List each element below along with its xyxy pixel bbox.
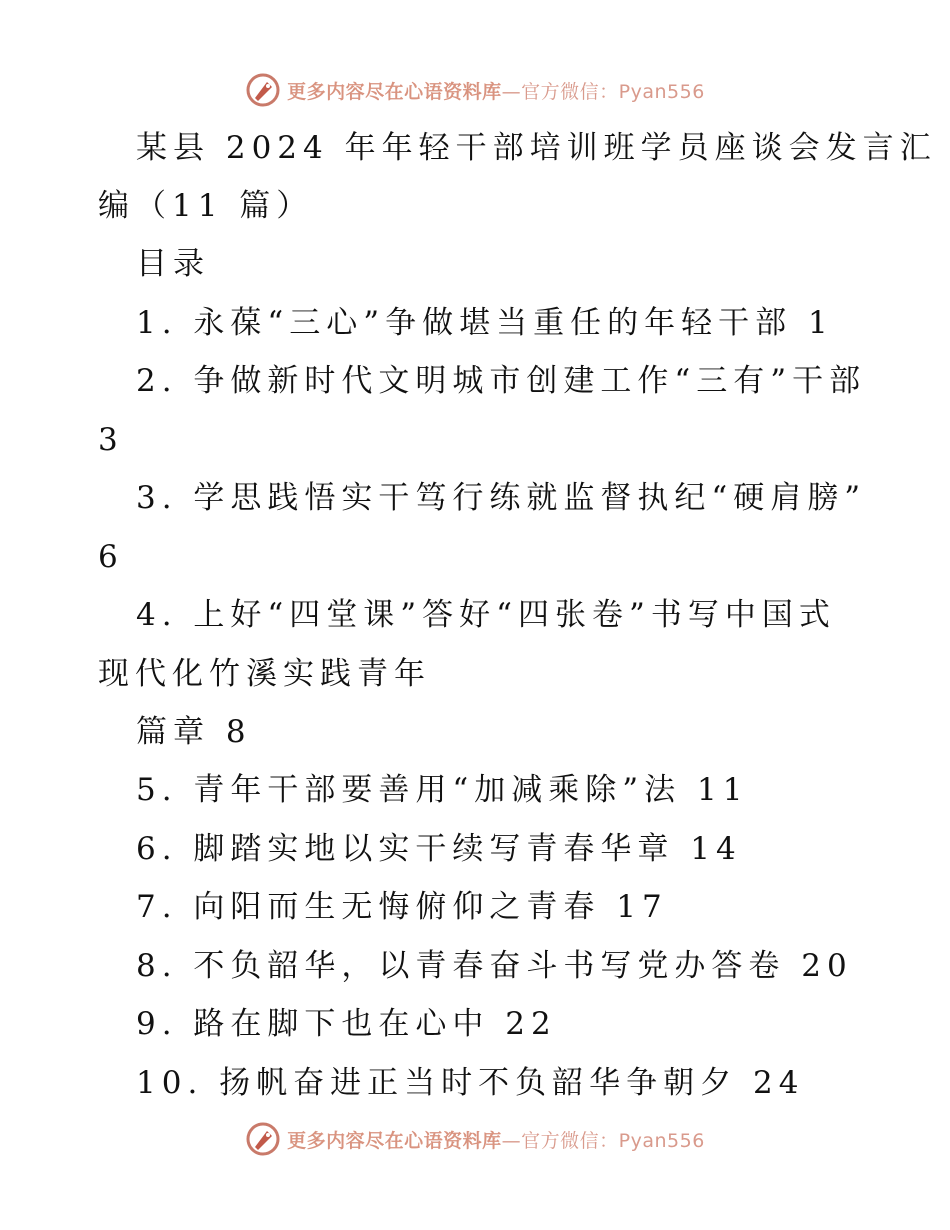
- toc-entry-3-page: 6: [98, 539, 124, 575]
- toc-entry-7: 7. 向阳而生无悔俯仰之青春 17: [136, 889, 668, 925]
- toc-heading: 目录: [136, 246, 210, 282]
- watermark-brand: 更多内容尽在心语资料库: [287, 80, 502, 103]
- document-title-line-2: 编（11 篇）: [98, 188, 314, 224]
- watermark-separator: —: [501, 80, 522, 103]
- watermark-separator: —: [501, 1129, 522, 1152]
- pen-nib-logo-icon: [245, 72, 281, 108]
- toc-entry-8: 8. 不负韶华，以青春奋斗书写党办答卷 20: [136, 948, 853, 984]
- watermark-brand: 更多内容尽在心语资料库: [287, 1129, 502, 1152]
- document-title-line-1: 某县 2024 年年轻干部培训班学员座谈会发言汇: [136, 130, 937, 166]
- toc-entry-6: 6. 脚踏实地以实干续写青春华章 14: [136, 831, 742, 867]
- footer-watermark: [0, 1119, 950, 1159]
- toc-entry-4: 4. 上好“四堂课”答好“四张卷”书写中国式: [136, 597, 836, 633]
- watermark-contact: 官方微信：Pyan556: [521, 1129, 705, 1152]
- toc-entry-3: 3. 学思践悟实干笃行练就监督执纪“硬肩膀”: [136, 480, 867, 516]
- pen-nib-logo-icon: [245, 1121, 281, 1157]
- toc-entry-10: 10. 扬帆奋进正当时不负韶华争朝夕 24: [136, 1065, 805, 1101]
- toc-entry-2-page: 3: [98, 422, 124, 458]
- toc-entry-5: 5. 青年干部要善用“加减乘除”法 11: [136, 772, 749, 808]
- toc-entry-4-continuation: 现代化竹溪实践青年: [98, 656, 431, 692]
- toc-entry-9: 9. 路在脚下也在心中 22: [136, 1006, 557, 1042]
- watermark-contact: 官方微信：Pyan556: [521, 80, 705, 103]
- toc-entry-1: 1. 永葆“三心”争做堪当重任的年轻干部 1: [136, 305, 834, 341]
- toc-entry-4-page: 篇章 8: [136, 714, 252, 750]
- header-watermark: [0, 70, 950, 110]
- toc-entry-2: 2. 争做新时代文明城市创建工作“三有”干部: [136, 363, 867, 399]
